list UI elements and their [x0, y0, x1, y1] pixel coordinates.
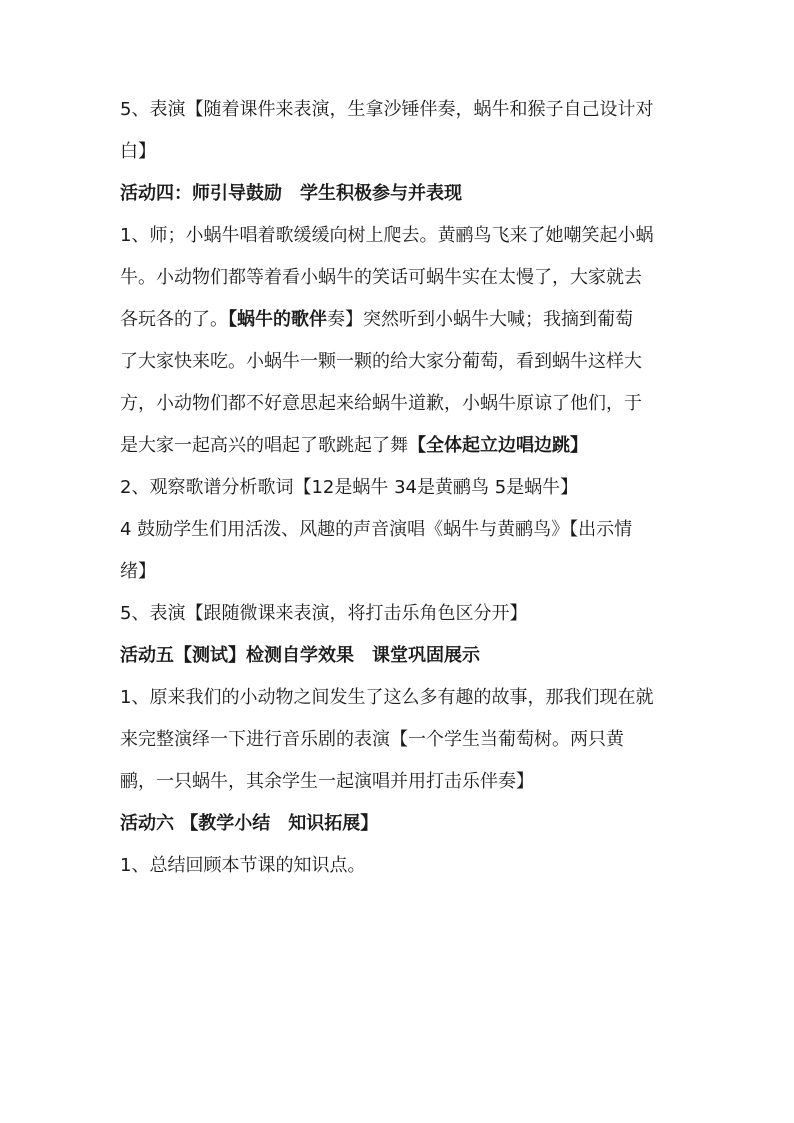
paragraph-line: 1、原来我们的小动物之间发生了这么多有趣的故事，那我们现在就	[120, 687, 654, 708]
paragraph-line: 1、师；小蜗牛唱着歌缓缓向树上爬去。黄鹂鸟飞来了她嘲笑起小蜗	[120, 225, 654, 246]
paragraph-line	[120, 308, 633, 332]
paragraph-line: 了大家快来吃。小蜗牛一颗一颗的给大家分葡萄，看到蜗牛这样大	[120, 351, 642, 372]
paragraph-line: 4 鼓励学生们用活泼、风趣的声音演唱《蜗牛与黄鹂鸟》【出示情	[120, 519, 633, 540]
paragraph-line: 白】	[120, 141, 156, 162]
bold-text-segment: 【全体起立边唱边跳】	[408, 435, 588, 456]
section-heading: 活动六 【教学小结 知识拓展】	[120, 813, 379, 834]
text-segment: 各玩各的了。	[120, 309, 228, 330]
paragraph-line: 方，小动物们都不好意思起来给蜗牛道歉，小蜗牛原谅了他们，于	[120, 393, 642, 414]
paragraph-line: 绪】	[120, 561, 156, 582]
bold-text-segment: 【蜗牛的歌伴	[228, 309, 327, 330]
paragraph-line: 5、表演【随着课件来表演，生拿沙锤伴奏，蜗牛和猴子自己设计对	[120, 99, 654, 120]
paragraph-line: 鹂，一只蜗牛，其余学生一起演唱并用打击乐伴奏】	[120, 771, 534, 792]
paragraph-line: 牛。小动物们都等着看小蜗牛的笑话可蜗牛实在太慢了，大家就去	[120, 267, 642, 288]
paragraph-line: 2、观察歌谱分析歌词【12是蜗牛 34是黄鹂鸟 5是蜗牛】	[120, 477, 579, 498]
section-heading: 活动四：师引导鼓励 学生积极参与并表现	[120, 183, 462, 204]
paragraph-line	[120, 434, 588, 458]
paragraph-line: 1、总结回顾本节课的知识点。	[120, 855, 366, 876]
text-segment: 是大家一起高兴的唱起了歌跳起了舞	[120, 435, 408, 456]
paragraph-line: 5、表演【跟随微课来表演，将打击乐角色区分开】	[120, 603, 528, 624]
paragraph-line: 来完整演绎一下进行音乐剧的表演【一个学生当葡萄树。两只黄	[120, 729, 624, 750]
section-heading: 活动五【测试】检测自学效果 课堂巩固展示	[120, 645, 480, 666]
text-segment: 奏】突然听到小蜗牛大喊；我摘到葡萄	[327, 309, 633, 330]
